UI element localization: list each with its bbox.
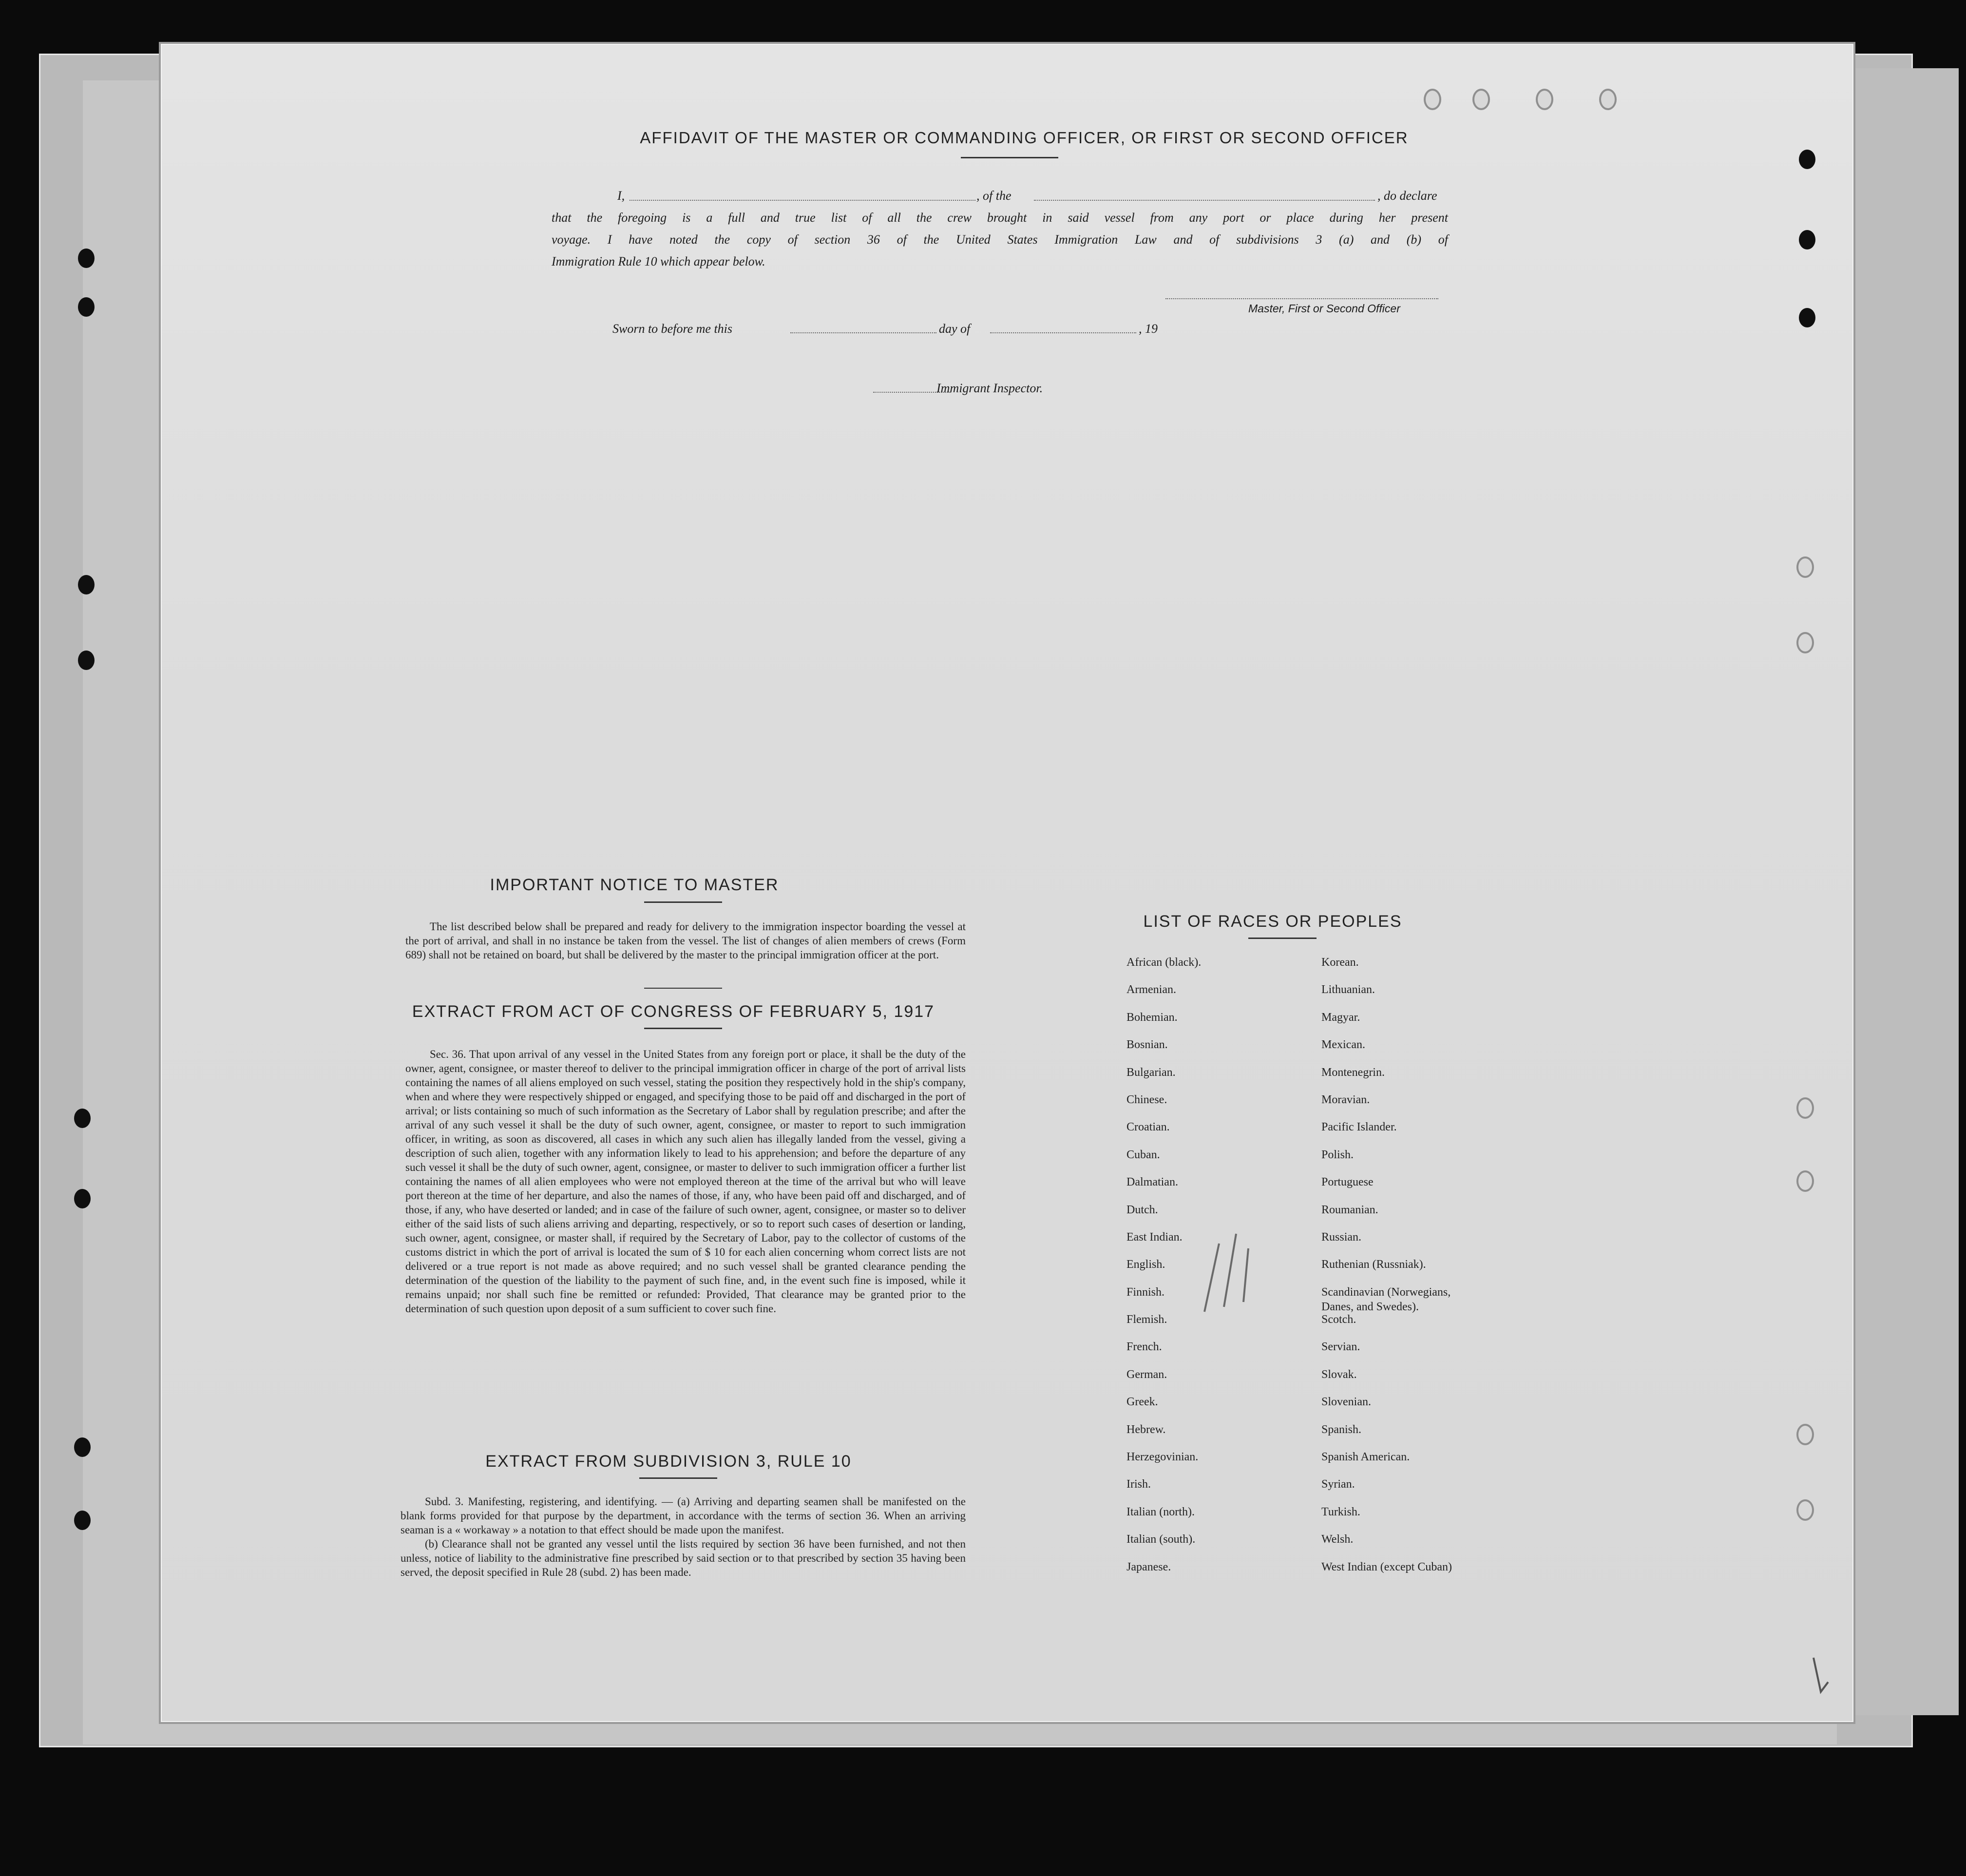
race-entry: East Indian. (1126, 1230, 1183, 1244)
binder-hole (78, 575, 95, 594)
race-entry: Bohemian. (1126, 1011, 1178, 1024)
name-blank (630, 200, 975, 201)
race-entry: Italian (north). (1126, 1505, 1195, 1518)
divider (644, 901, 722, 903)
race-entry: Spanish American. (1321, 1451, 1410, 1464)
race-entry: Mexican. (1321, 1038, 1365, 1052)
binder-hole (74, 1109, 91, 1128)
race-entry: Montenegrin. (1321, 1066, 1385, 1079)
day-blank (790, 332, 936, 333)
race-entry: French. (1126, 1340, 1162, 1354)
vessel-blank (1034, 200, 1375, 201)
form-page (161, 44, 1853, 1722)
rule-extract-title: EXTRACT FROM SUBDIVISION 3, RULE 10 (485, 1452, 852, 1471)
sworn-year: , 19 (1139, 322, 1158, 336)
race-entry: Ruthenian (Russniak). (1321, 1258, 1426, 1271)
binder-hole (1799, 150, 1815, 169)
punch-ring (1536, 89, 1553, 110)
race-entry: Scandinavian (Norwegians, Danes, and Swedes). (1321, 1285, 1451, 1313)
race-entry: Italian (south). (1126, 1533, 1196, 1546)
race-entry: Irish. (1126, 1478, 1151, 1491)
race-entry: Turkish. (1321, 1505, 1360, 1518)
race-entry: Croatian. (1126, 1121, 1170, 1134)
punch-ring (1424, 89, 1441, 110)
race-entry: Bulgarian. (1126, 1066, 1176, 1079)
race-entry: Hebrew. (1126, 1423, 1166, 1436)
binder-hole (74, 1511, 91, 1530)
race-entry: Lithuanian. (1321, 983, 1375, 996)
race-entry: Russian. (1321, 1230, 1362, 1244)
divider (644, 1028, 722, 1029)
race-entry: Dalmatian. (1126, 1176, 1178, 1189)
handwritten-mark (1190, 1214, 1273, 1321)
notice-text: The list described below shall be prepared and ready for delivery to the immigration inspector boarding the vessel at the port of arrival, and shall in no instance be taken from the vessel. The list of changes of alien members of crews (Form 689) shall not be retained on board, but shall be delivered by the master to the principal immigration officer at the port. (405, 920, 966, 961)
race-entry: Pacific Islander. (1321, 1121, 1397, 1134)
punch-ring (1796, 1499, 1814, 1521)
inspector-label: Immigrant Inspector. (936, 381, 1043, 395)
race-entry: Spanish. (1321, 1423, 1362, 1436)
month-blank (990, 332, 1136, 333)
sworn-day-of: day of (939, 322, 971, 336)
race-entry: Portuguese (1321, 1176, 1374, 1189)
race-entry: Syrian. (1321, 1478, 1355, 1491)
rule-extract-text: Subd. 3. Manifesting, registering, and identifying. — (a) Arriving and departing seamen shall be manifested on the blank forms provided for that purpose by the department, in accordance with the terms of section 36. When an arriving seaman is a « workaway » a notation to that effect should be made upon the manifest. (b) Clearance shall not be granted any vessel until the lists required by section 36 have been furnished, and not then unless, notice of liability to the administrative fine prescribed by said section or to that prescribed by section 35 having been served, the deposit specified in Rule 28 (subd. 2) has been made. (401, 1495, 966, 1578)
race-entry: West Indian (except Cuban) (1321, 1560, 1452, 1573)
act-extract-title: EXTRACT FROM ACT OF CONGRESS OF FEBRUARY 5, 1917 (412, 1002, 935, 1021)
race-entry: Slovenian. (1321, 1396, 1371, 1409)
punch-ring (1796, 1424, 1814, 1445)
race-entry: Finnish. (1126, 1285, 1165, 1299)
binder-hole (74, 1437, 91, 1457)
race-entry: African (black). (1126, 956, 1202, 969)
binder-hole (78, 297, 95, 317)
punch-ring (1796, 1097, 1814, 1119)
race-entry: Korean. (1321, 956, 1359, 969)
handwritten-mark (1809, 1653, 1838, 1697)
affidavit-line4: Immigration Rule 10 which appear below. (552, 254, 765, 268)
divider (961, 157, 1058, 158)
race-entry: Greek. (1126, 1396, 1158, 1409)
binder-hole (78, 249, 95, 268)
affidavit-line3: voyage. I have noted the copy of section 36 of the United States Immigration Law and of subdivisions 3 (a) and (b) of (552, 232, 1448, 247)
affidavit-declare: , do declare (1377, 189, 1437, 203)
punch-ring (1599, 89, 1617, 110)
race-entry: Bosnian. (1126, 1038, 1168, 1052)
race-entry: Dutch. (1126, 1203, 1158, 1216)
race-entry: German. (1126, 1368, 1167, 1381)
race-entry: Moravian. (1321, 1093, 1370, 1106)
race-entry: English. (1126, 1258, 1165, 1271)
race-entry: Welsh. (1321, 1533, 1354, 1546)
binder-hole (1799, 230, 1815, 249)
divider (644, 988, 722, 989)
affidavit-of-the: , of the (976, 189, 1012, 203)
race-entry: Magyar. (1321, 1011, 1360, 1024)
race-entry: Roumanian. (1321, 1203, 1378, 1216)
divider (1248, 938, 1317, 939)
punch-ring (1472, 89, 1490, 110)
race-entry: Scotch. (1321, 1313, 1356, 1326)
races-right-column (1321, 955, 1555, 1587)
signature-line (1165, 298, 1438, 299)
binder-hole (74, 1189, 91, 1208)
signature-label: Master, First or Second Officer (1248, 302, 1400, 315)
race-entry: Cuban. (1126, 1148, 1160, 1161)
act-extract-text: Sec. 36. That upon arrival of any vessel in the United States from any foreign port or place, it shall be the duty of the owner, agent, consignee, or master thereof to deliver to the principal immigration officer in charge of the port of arrival lists containing the names of all aliens employed on such vessel, stating the position they respectively hold in the ship's company, when and where they were respectively shipped or engaged, and specifying those to be paid off and discharged in the port of arrival; or lists containing so much of such information as the Secretary of Labor shall by regulation prescribe; and after the arrival of any such vessel it shall be the duty of such owner, agent, consignee, or master to report to such immigration officer, in writing, as soon as discovered, all cases in which any such alien has illegally landed from the vessel, giving a description of such alien, together with any information likely to lead to his apprehension; and before the departure of any such vessel it shall be the duty of such owner, agent, consignee, or master to deliver to such immigration officer a further list containing the names of all alien employees who were not employed thereon at the time of the arrival but who will leave port thereon at the time of her departure, and also the names of those, if any, who have been paid off and discharged, and of those, if any, who have deserted or landed; and in case of the failure of such owner, agent, consignee, or master so to deliver either of the said lists of such aliens arriving and departing, respectively, or so to report such cases of desertion or landing, such owner, agent, consignee, or master shall, if required by the Secretary of Labor, pay to the collector of customs of the customs district in which the port of arrival is located the sum of $ 10 for each alien concerning whom correct lists are not delivered or a true report is not made as above required; and no such vessel shall be granted clearance pending the determination of the question of the liability to the payment of such fine, and, in the event such fine is imposed, while it remains unpaid; nor shall such fine be remitted or refunded: Provided, That clearance may be granted prior to the determination of such question upon deposit of a sum sufficient to cover such fine. (405, 1048, 966, 1315)
punch-ring (1796, 1170, 1814, 1192)
race-entry: Armenian. (1126, 983, 1176, 996)
binder-hole (78, 651, 95, 670)
binder-hole (1799, 308, 1815, 327)
race-entry: Chinese. (1126, 1093, 1167, 1106)
affidavit-line2: that the foregoing is a full and true list of all the crew brought in said vessel from any port or place during her present (552, 211, 1448, 225)
races-title: LIST OF RACES OR PEOPLES (1143, 912, 1402, 931)
affidavit-i: I, (617, 189, 625, 203)
race-entry: Flemish. (1126, 1313, 1167, 1326)
punch-ring (1796, 556, 1814, 578)
race-entry: Herzegovinian. (1126, 1451, 1199, 1464)
sworn-prefix: Sworn to before me this (612, 322, 733, 336)
notice-title: IMPORTANT NOTICE TO MASTER (490, 876, 779, 894)
race-entry: Polish. (1321, 1148, 1354, 1161)
affidavit-title: AFFIDAVIT OF THE MASTER OR COMMANDING OFFICER, OR FIRST OR SECOND OFFICER (640, 129, 1409, 147)
race-entry: Slovak. (1321, 1368, 1357, 1381)
race-entry: Servian. (1321, 1340, 1360, 1354)
race-entry: Japanese. (1126, 1560, 1171, 1573)
punch-ring (1796, 632, 1814, 653)
divider (639, 1477, 717, 1479)
